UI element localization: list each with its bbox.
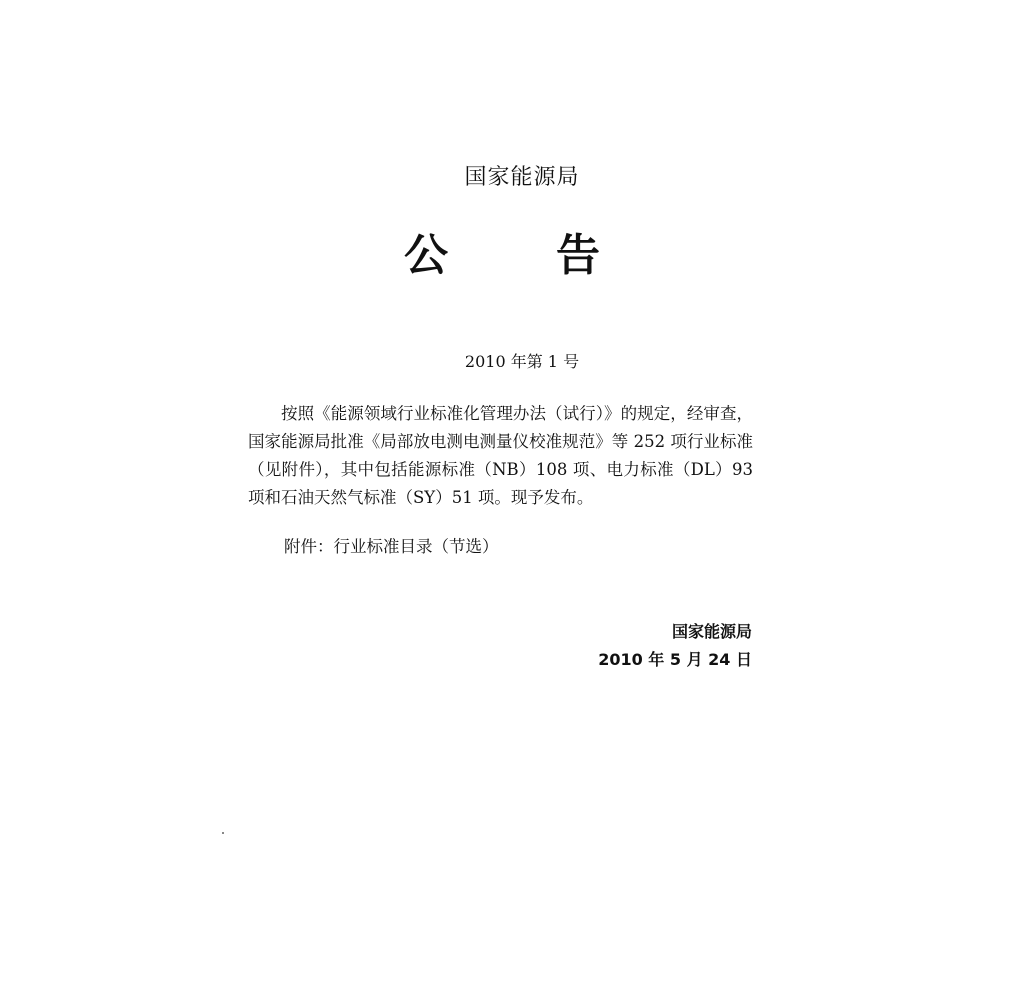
document-number: 2010 年第 1 号 [464, 352, 580, 371]
signature-issuer: 国家能源局 [671, 622, 752, 641]
document-title [404, 228, 600, 284]
issuer-heading: 国家能源局 [464, 165, 580, 190]
attachment-line: 附件：行业标准目录（节选） [284, 537, 499, 556]
signature-block [598, 618, 752, 674]
scan-speck [222, 832, 224, 834]
signature-date: 2010 年 5 月 24 日 [598, 650, 752, 669]
title-char-left: 公 [404, 230, 448, 281]
body-paragraph: 按照《能源领域行业标准化管理办法（试行）》的规定，经审查，国家能源局批准《局部放电测电测量仪校准规范》等 252 项行业标准（见附件），其中包括能源标准（NB）108 项、电力标准（DL）93 项和石油天然气标准（SY）51 项。现予发布。 [248, 404, 753, 507]
title-char-right: 告 [556, 230, 600, 281]
